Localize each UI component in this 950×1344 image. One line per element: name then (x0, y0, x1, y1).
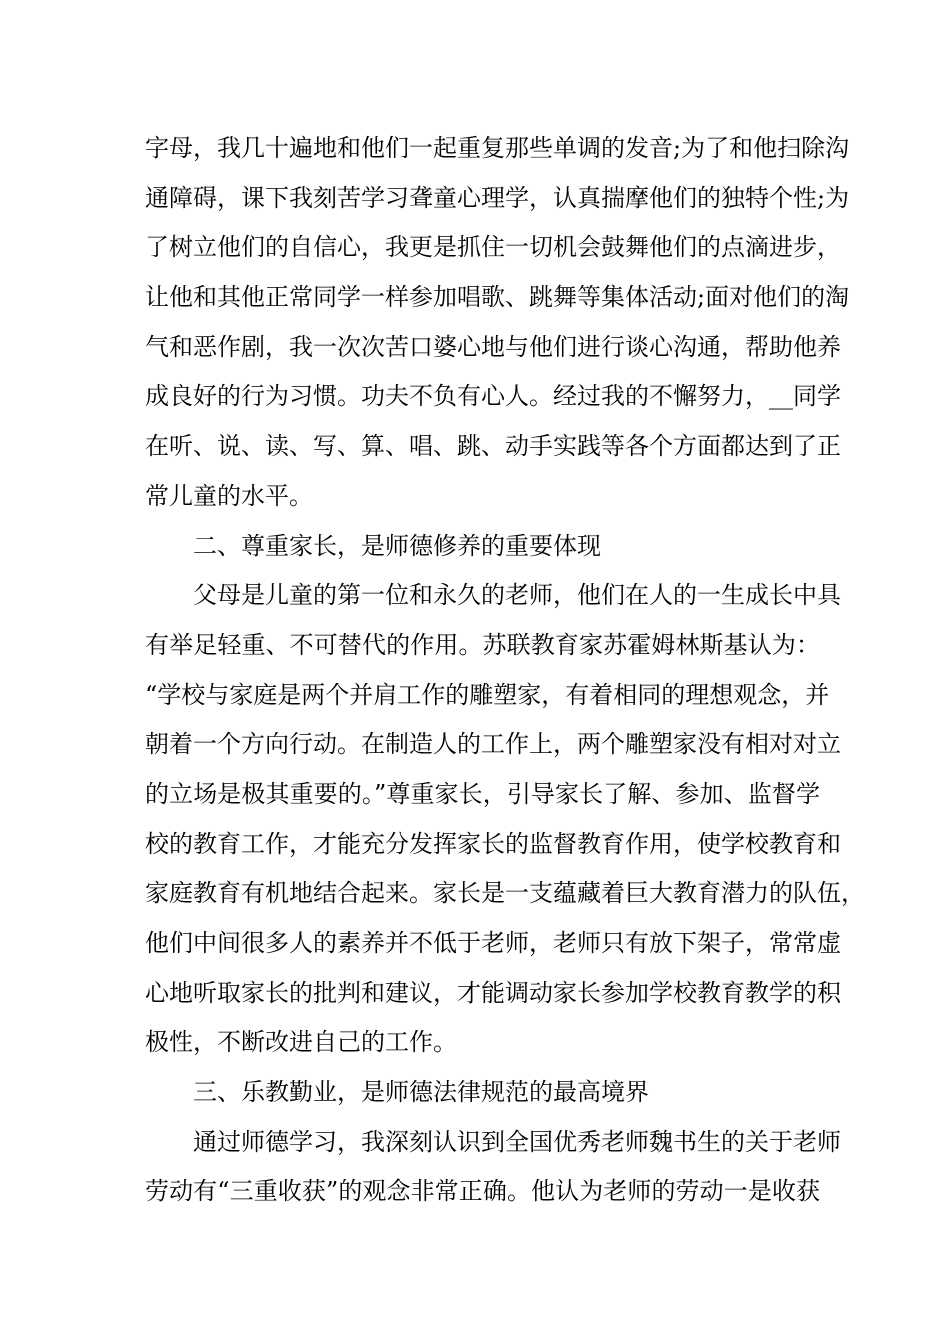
text-line: 通过师德学习，我深刻认识到全国优秀老师魏书生的关于老师 (193, 1127, 841, 1156)
text-line: 有举足轻重、不可替代的作用。苏联教育家苏霍姆林斯基认为： (145, 630, 820, 659)
text-line: 父母是儿童的第一位和永久的老师，他们在人的一生成长中具 (193, 581, 841, 610)
text-line: 心地听取家长的批判和建议，才能调动家长参加学校教育教学的积 (145, 978, 841, 1007)
text-line: 在听、说、读、写、算、唱、跳、动手实践等各个方面都达到了正 (145, 432, 841, 461)
text-line: 家庭教育有机地结合起来。家长是一支蕴藏着巨大教育潜力的队伍， (145, 879, 865, 908)
text-line: “学校与家庭是两个并肩工作的雕塑家，有着相同的理想观念，并 (145, 680, 830, 709)
text-line: 校的教育工作，才能充分发挥家长的监督教育作用，使学校教育和 (145, 829, 841, 858)
text-line: 极性，不断改进自己的工作。 (145, 1028, 457, 1057)
text-line: 常儿童的水平。 (145, 481, 313, 510)
text-line: 劳动有“三重收获”的观念非常正确。他认为老师的劳动一是收获 (145, 1177, 820, 1206)
paragraph-continuation (145, 124, 850, 522)
text-line: 字母，我几十遍地和他们一起重复那些单调的发音;为了和他扫除沟 (145, 134, 850, 162)
text-line: 成良好的行为习惯。功夫不负有心人。经过我的不懈努力，__同学 (145, 382, 841, 411)
text-line: 了树立他们的自信心，我更是抓住一切机会鼓舞他们的点滴进步， (145, 233, 841, 262)
document-body (145, 124, 865, 1217)
section-heading-love-teaching: 三、乐教勤业，是师德法律规范的最高境界 (193, 1078, 649, 1107)
section-heading-respect-parents: 二、尊重家长，是师德修养的重要体现 (193, 531, 601, 560)
text-line: 让他和其他正常同学一样参加唱歌、跳舞等集体活动;面对他们的淘 (145, 283, 850, 312)
paragraph-respect-parents (145, 571, 865, 1068)
paragraph-love-teaching (145, 1118, 841, 1217)
text-line: 他们中间很多人的素养并不低于老师，老师只有放下架子，常常虚 (145, 929, 841, 957)
text-line: 气和恶作剧，我一次次苦口婆心地与他们进行谈心沟通，帮助他养 (145, 332, 841, 361)
text-line: 朝着一个方向行动。在制造人的工作上，两个雕塑家没有相对对立 (145, 730, 841, 759)
text-line: 的立场是极其重要的。”尊重家长，引导家长了解、参加、监督学 (145, 779, 820, 808)
text-line: 通障碍，课下我刻苦学习聋童心理学，认真揣摩他们的独特个性;为 (145, 183, 850, 212)
